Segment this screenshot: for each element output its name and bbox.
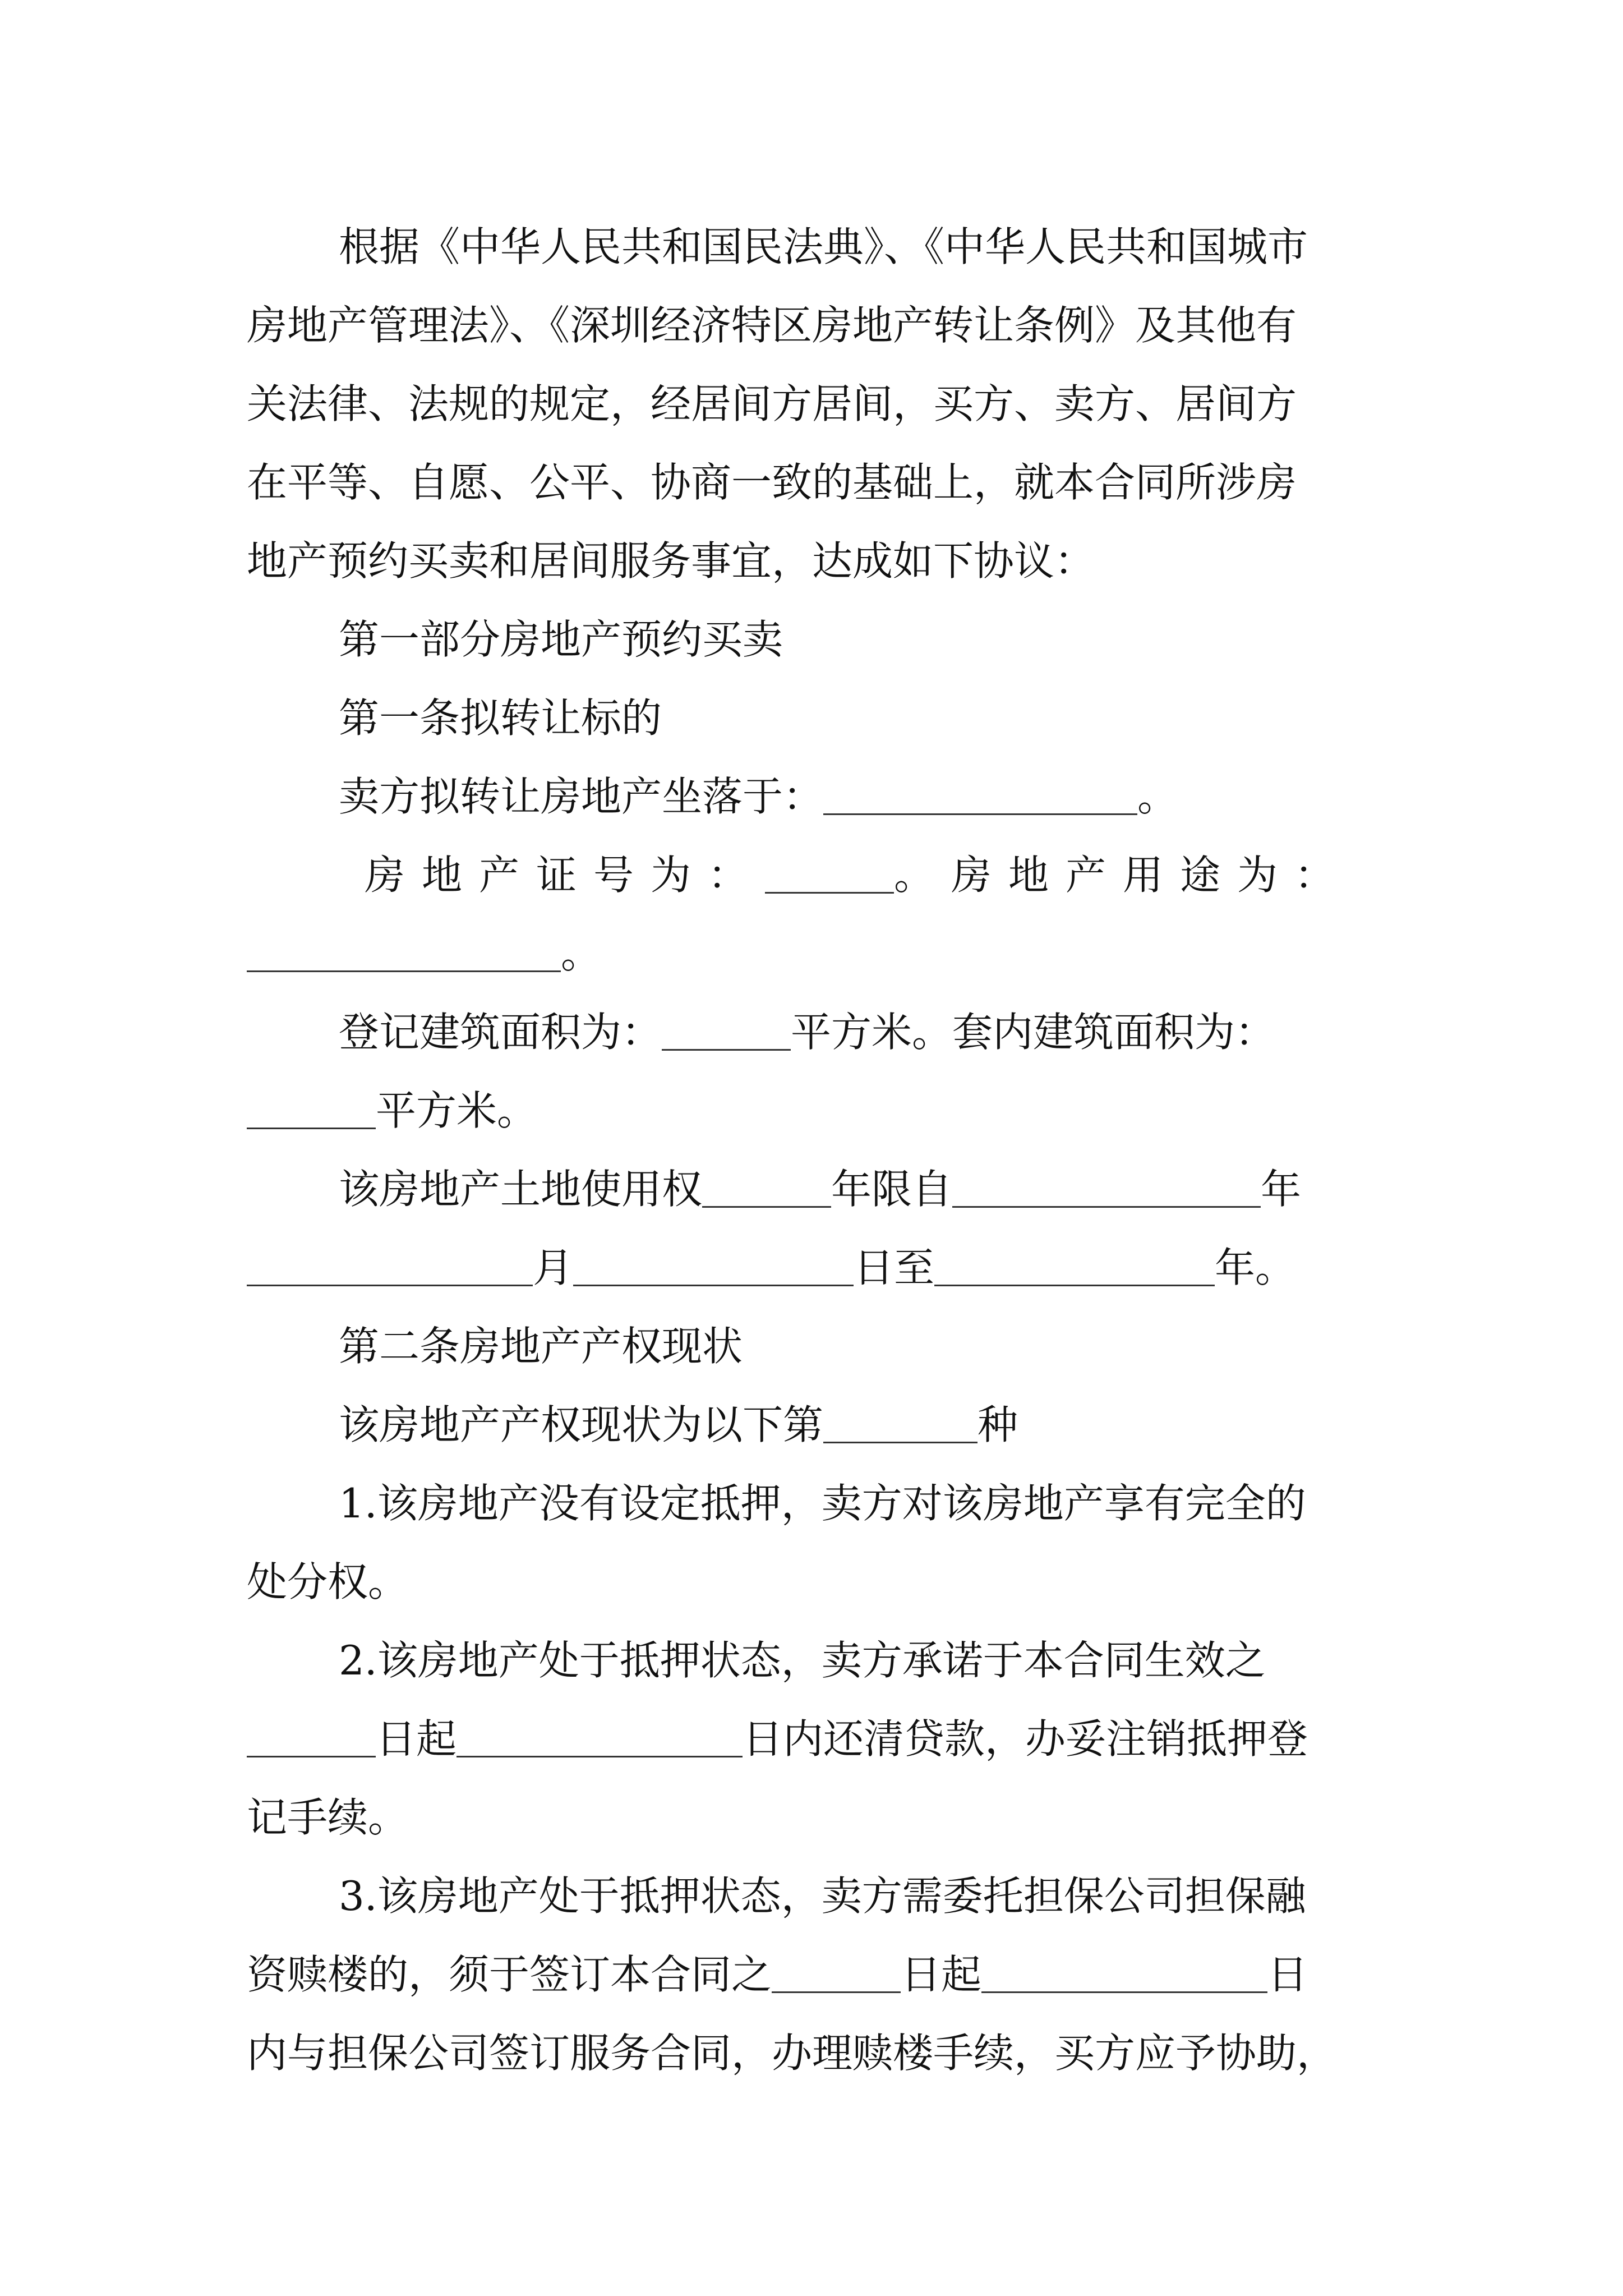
status-blank[interactable] bbox=[823, 1401, 978, 1443]
item-2-line-1: 2.该房地产处于抵押状态，卖方承诺于本合同生效之 bbox=[339, 1637, 1266, 1684]
year-label: 年 bbox=[1261, 1166, 1302, 1213]
status-line bbox=[247, 1386, 1380, 1464]
usage-label: 。房地产用途为： bbox=[894, 852, 1352, 899]
part-title: 第一部分房地产预约买卖 bbox=[339, 616, 783, 663]
land-end-year-blank[interactable] bbox=[934, 1244, 1215, 1286]
item-3-line-2 bbox=[247, 1935, 1380, 2014]
usage-line bbox=[247, 914, 1380, 993]
item-3-line-3: 内与担保公司签订服务合同，办理赎楼手续，买方应予协助， bbox=[247, 2030, 1338, 2077]
land-line bbox=[247, 1150, 1380, 1228]
land-start-day-blank[interactable] bbox=[573, 1244, 854, 1286]
status-label: 该房地产产权现状为以下第 bbox=[339, 1401, 824, 1448]
item-2-line-2 bbox=[247, 1700, 1380, 1778]
land-date-line bbox=[247, 1228, 1380, 1307]
item-2-period-blank[interactable] bbox=[457, 1715, 743, 1757]
item-3-line-1: 3.该房地产处于抵押状态，卖方需委托担保公司担保融 bbox=[339, 1872, 1306, 1920]
location-label: 卖方拟转让房地产坐落于： bbox=[339, 773, 824, 820]
year-end-label: 年。 bbox=[1215, 1244, 1296, 1291]
inner-area-line bbox=[247, 1071, 1380, 1150]
land-start-month-blank[interactable] bbox=[247, 1244, 533, 1286]
usage-period: 。 bbox=[561, 930, 602, 977]
location-line bbox=[247, 757, 1380, 836]
area-unit-mid: 平方米。套内建筑面积为： bbox=[791, 1009, 1276, 1056]
land-start-year-blank[interactable] bbox=[952, 1166, 1261, 1208]
item-2-rest: 日内还清贷款，办妥注销抵押登 bbox=[743, 1715, 1308, 1763]
item-3-days-blank[interactable] bbox=[772, 1951, 901, 1993]
area-label: 登记建筑面积为： bbox=[339, 1009, 662, 1056]
month-label: 月 bbox=[533, 1244, 574, 1291]
item-2-day-from: 日起 bbox=[376, 1715, 457, 1763]
intro-line-5: 地产预约买卖和居间服务事宜，达成如下协议： bbox=[247, 537, 1095, 585]
land-years-blank[interactable] bbox=[702, 1166, 831, 1208]
contract-page bbox=[247, 208, 1380, 2092]
land-label: 该房地产土地使用权 bbox=[339, 1166, 703, 1213]
location-blank[interactable] bbox=[823, 773, 1137, 815]
area-line bbox=[247, 993, 1380, 1071]
intro-line-4: 在平等、自愿、公平、协商一致的基础上，就本合同所涉房 bbox=[247, 459, 1297, 506]
item-3-text: 资赎楼的，须于签订本合同之 bbox=[247, 1951, 772, 1998]
intro-line-3: 关法律、法规的规定，经居间方居间，买方、卖方、居间方 bbox=[247, 380, 1297, 427]
article-1-title: 第一条拟转让标的 bbox=[339, 694, 662, 742]
item-3-period-blank[interactable] bbox=[981, 1951, 1267, 1993]
item-3-day: 日 bbox=[1267, 1951, 1308, 1998]
cert-line bbox=[247, 836, 1380, 914]
cert-blank[interactable] bbox=[765, 852, 894, 894]
intro-line-1: 根据《中华人民共和国民法典》、《中华人民共和国城市 bbox=[339, 223, 1308, 270]
item-2-line-3: 记手续。 bbox=[247, 1794, 409, 1841]
item-2-days-blank[interactable] bbox=[247, 1715, 376, 1757]
day-to-label: 日至 bbox=[854, 1244, 935, 1291]
status-unit: 种 bbox=[978, 1401, 1018, 1448]
item-1-line-2: 处分权。 bbox=[247, 1558, 409, 1605]
built-area-blank[interactable] bbox=[662, 1009, 791, 1051]
inner-area-blank[interactable] bbox=[247, 1087, 376, 1129]
usage-blank[interactable] bbox=[247, 930, 561, 972]
cert-label: 房地产证号为： bbox=[365, 852, 766, 899]
area-unit-end: 平方米。 bbox=[376, 1087, 538, 1134]
article-2-title: 第二条房地产产权现状 bbox=[339, 1323, 743, 1370]
land-years-label: 年限自 bbox=[831, 1166, 953, 1213]
item-3-day-from: 日起 bbox=[901, 1951, 982, 1998]
intro-line-2: 房地产管理法》、《深圳经济特区房地产转让条例》及其他有 bbox=[247, 302, 1297, 349]
item-1-line-1: 1.该房地产没有设定抵押，卖方对该房地产享有完全的 bbox=[339, 1480, 1306, 1527]
location-period: 。 bbox=[1137, 773, 1178, 820]
